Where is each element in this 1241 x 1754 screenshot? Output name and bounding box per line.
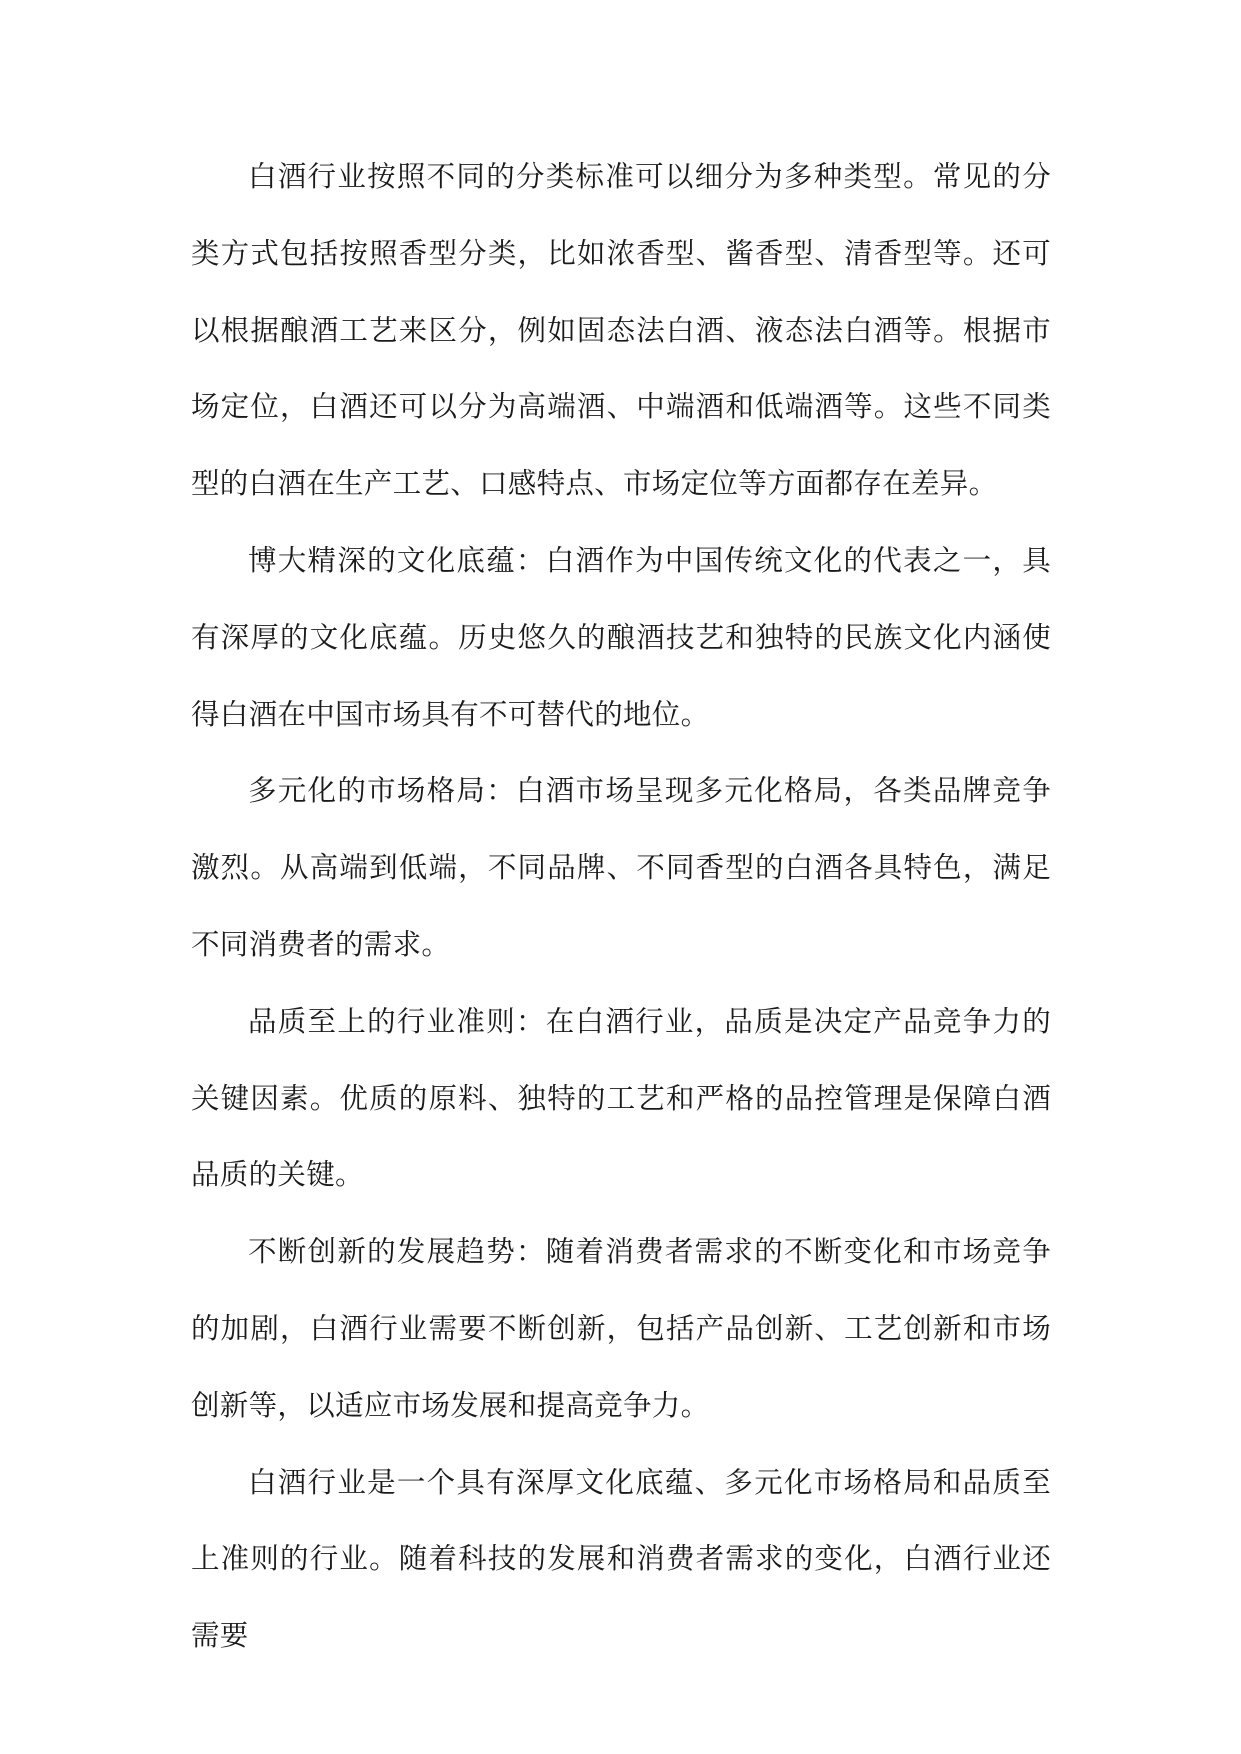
paragraph-classification: 白酒行业按照不同的分类标准可以细分为多种类型。常见的分类方式包括按照香型分类，比如浓香型、酱香型、清香型等。还可以根据酿酒工艺来区分，例如固态法白酒、液态法白酒等。根据市场定位，白酒还可以分为高端酒、中端酒和低端酒等。这些不同类型的白酒在生产工艺、口感特点、市场定位等方面都存在差异。 [191,160,1051,501]
paragraph-innovation: 不断创新的发展趋势：随着消费者需求的不断变化和市场竞争的加剧，白酒行业需要不断创新，包括产品创新、工艺创新和市场创新等，以适应市场发展和提高竞争力。 [191,1235,1051,1422]
paragraph-quality: 品质至上的行业准则：在白酒行业，品质是决定产品竞争力的关键因素。优质的原料、独特的工艺和严格的品控管理是保障白酒品质的关键。 [191,1004,1051,1192]
paragraph-culture: 博大精深的文化底蕴：白酒作为中国传统文化的代表之一，具有深厚的文化底蕴。历史悠久的酿酒技艺和独特的民族文化内涵使得白酒在中国市场具有不可替代的地位。 [191,543,1051,731]
paragraph-market: 多元化的市场格局：白酒市场呈现多元化格局，各类品牌竞争激烈。从高端到低端，不同品牌、不同香型的白酒各具特色，满足不同消费者的需求。 [191,774,1051,961]
document-body [191,139,1051,1675]
paragraph-summary: 白酒行业是一个具有深厚文化底蕴、多元化市场格局和品质至上准则的行业。随着科技的发展和消费者需求的变化，白酒行业还需要 [191,1465,1051,1653]
